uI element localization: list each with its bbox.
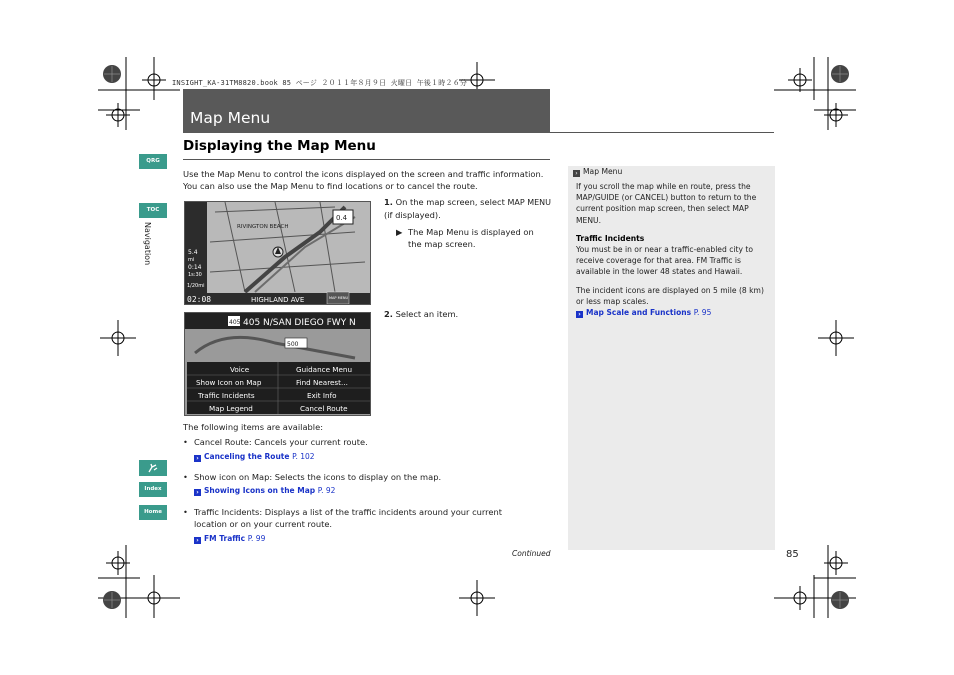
section-title: Displaying the Map Menu (183, 138, 376, 154)
route-shield: 405 (229, 319, 241, 326)
map-street-label: RIVINGTON BEACH (237, 224, 289, 230)
menu-item-traffic: Traffic Incidents (198, 391, 255, 400)
distance-unit: mi (188, 257, 195, 263)
note-icon: › (573, 170, 580, 177)
intro-text: Use the Map Menu to control the icons displayed on the screen and traffic information. You can also use the Map Menu to find locations or to cancel the route. (183, 169, 544, 191)
step-2-number: 2. (384, 309, 393, 319)
menu-scale-label: 500 (287, 341, 299, 348)
link-arrow-icon: › (576, 311, 583, 318)
link-page: P. 99 (247, 534, 266, 543)
item-traffic-incidents: • Traffic Incidents: Displays a list of the traffic incidents around your current location or on your current route. (183, 507, 503, 529)
item-label: Traffic Incidents: (194, 507, 263, 517)
link-map-scale[interactable] (576, 307, 711, 318)
step-1-result-text: The Map Menu is displayed on the map screen. (408, 227, 534, 249)
menu-item-cancel-route: Cancel Route (300, 404, 348, 413)
item-label: Cancel Route: (194, 437, 252, 447)
sidebar-para-1 (576, 181, 769, 226)
link-page: P. 102 (292, 452, 315, 461)
scale-indicator: 1/20mi (187, 283, 205, 289)
menu-item-guidance: Guidance Menu (296, 365, 353, 374)
sidebar-heading-text: Map Menu (583, 167, 623, 176)
menu-item-exit-info: Exit Info (307, 391, 337, 400)
link-canceling-route[interactable] (194, 450, 315, 463)
step-1-result (396, 226, 546, 250)
voice-icon (147, 462, 159, 474)
chapter-title-bar (183, 89, 550, 133)
section-rule (183, 159, 550, 160)
result-arrow-icon: ▶ (396, 227, 403, 237)
index-tab[interactable]: Index (139, 482, 167, 497)
map-menu-screenshot (184, 312, 371, 416)
qrg-tab[interactable]: QRG (139, 154, 167, 169)
para1-text: If you scroll the map while en route, press the MAP/GUIDE (or CANCEL) button to return to the current position map screen, then select (576, 182, 757, 214)
para1-end: . (598, 215, 602, 225)
chapter-label-vertical: Navigation (143, 222, 152, 266)
step-1-number: 1. (384, 197, 393, 207)
map-current-street: HIGHLAND AVE (251, 296, 305, 304)
link-arrow-icon: › (194, 537, 201, 544)
print-info-line: INSIGHT_KA-31TM8820.book 85 ページ ２０１１年８月９日 火曜日 午後１時２６分 (172, 79, 468, 87)
step-1-text: On the map screen, select (395, 197, 508, 207)
menu-item-find-nearest: Find Nearest... (296, 378, 348, 387)
step-2-text: Select an item. (395, 309, 459, 319)
link-arrow-icon: › (194, 489, 201, 496)
item-desc: Displays a list of the traffic incidents around your current location or on your current route. (194, 507, 503, 529)
link-text: Canceling the Route (204, 452, 290, 461)
item-show-icon: • Show icon on Map: Selects the icons to display on the map. (183, 472, 442, 482)
sidebar-notes (568, 166, 775, 550)
step-1-text-end: (if displayed). (384, 210, 441, 220)
time-remaining: 0:14 (188, 264, 202, 271)
voice-command-tab[interactable] (139, 460, 167, 476)
toc-tab[interactable]: TOC (139, 203, 167, 218)
step-1-keyword: MAP MENU (507, 198, 552, 207)
item-desc: Cancels your current route. (251, 437, 368, 447)
item-desc: Selects the icons to display on the map. (272, 472, 442, 482)
title-rule (550, 132, 774, 133)
arrival-time: 1s:30 (188, 272, 202, 278)
map-time-label: 02:08 (187, 295, 212, 304)
link-showing-icons[interactable] (194, 484, 335, 497)
page-number: 85 (786, 549, 799, 560)
sidebar-heading (573, 166, 622, 177)
item-cancel-route: • Cancel Route: Cancels your current route. (183, 437, 368, 447)
menu-item-show-icon: Show Icon on Map (196, 378, 262, 387)
link-text: Map Scale and Functions (586, 308, 692, 317)
link-text: Showing Icons on the Map (204, 486, 316, 495)
link-page: P. 92 (317, 486, 336, 495)
home-tab[interactable]: Home (139, 505, 167, 520)
items-heading: The following items are available: (183, 422, 324, 432)
map-screen-screenshot (184, 201, 371, 305)
incident-text: The incident icons are displayed on 5 mile (8 km) or less map scales. (576, 286, 764, 307)
page-title: Map Menu (190, 109, 271, 127)
menu-road-title: 405 N/SAN DIEGO FWY N (243, 318, 356, 328)
step-2 (384, 308, 554, 320)
map-scale-label: 0.4 (336, 214, 348, 222)
menu-item-map-legend: Map Legend (209, 404, 253, 413)
para1-keyword: MAP MENU (576, 204, 749, 225)
distance-value: 5.4 (188, 249, 198, 256)
continued-label: Continued (512, 549, 551, 558)
link-page: P. 95 (693, 308, 712, 317)
link-fm-traffic[interactable] (194, 532, 265, 545)
traffic-text: You must be in or near a traffic-enabled city to receive coverage for that area. FM Traffic is available in the lower 48 states and Hawaii. (576, 245, 754, 277)
step-1 (384, 196, 554, 221)
link-arrow-icon: › (194, 455, 201, 462)
link-text: FM Traffic (204, 534, 246, 543)
item-label: Show icon on Map: (194, 472, 273, 482)
traffic-heading: Traffic Incidents (576, 234, 645, 243)
menu-item-voice: Voice (230, 365, 250, 374)
map-menu-button-label: MAP MENU (329, 296, 349, 300)
